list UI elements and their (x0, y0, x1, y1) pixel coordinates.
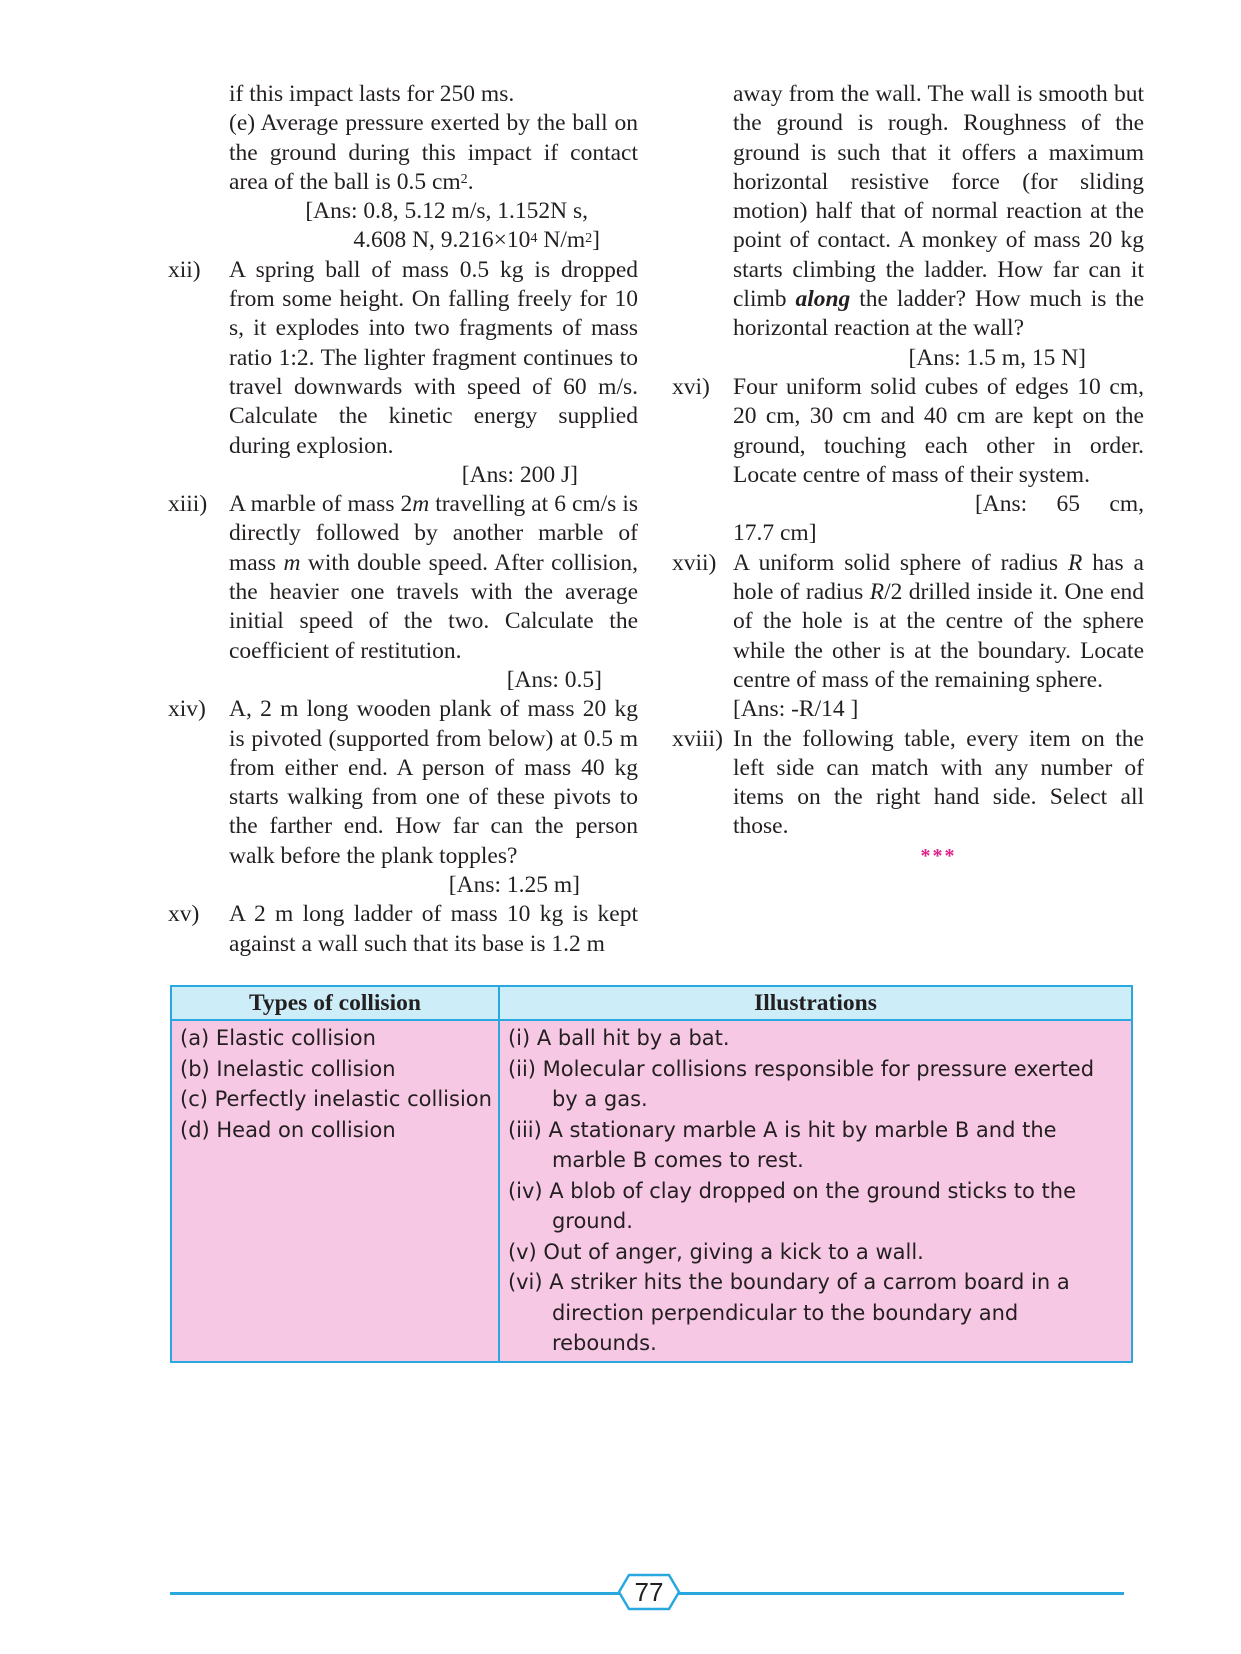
answer-line: [Ans: 65 cm, (974, 491, 1144, 518)
illustrations-cell (499, 1020, 1132, 1362)
list-item: (iii) A stationary marble A is hit by marble B and the marble B comes to rest. (507, 1117, 1057, 1172)
question-number: xii) (168, 256, 201, 283)
question-xvi (672, 373, 1144, 490)
question-xviii (672, 725, 1144, 842)
answer-line: [Ans: -R/14 ] (733, 696, 859, 723)
question-xii (168, 256, 638, 461)
answer-line: [Ans: 0.5] (506, 666, 602, 693)
collision-matching-table (170, 985, 1133, 1363)
table-header-row (171, 986, 1132, 1020)
right-column (672, 80, 1144, 871)
question-text: Four uniform solid cubes of edges 10 cm, 20 cm, 30 cm and 40 cm are kept on the ground, touching each other in order. Locate centre of mass of their system. (733, 373, 1144, 488)
question-number: xvi) (672, 373, 710, 400)
question-text: A 2 m long ladder of mass 10 kg is kept against a wall such that its base is 1.2 m (229, 901, 638, 957)
table-header-illustrations: Illustrations (499, 986, 1132, 1020)
question-number: xvii) (672, 549, 717, 576)
list-item: (vi) A striker hits the boundary of a carrom board in a direction perpendicular to the boundary and rebounds. (507, 1270, 1070, 1355)
list-item: (i) A ball hit by a bat. (507, 1026, 730, 1050)
answer-line: [Ans: 0.8, 5.12 m/s, 1.152N s, (305, 198, 588, 225)
list-item: (d) Head on collision (180, 1117, 396, 1142)
page-number: 77 (634, 1577, 664, 1607)
question-part-e: (e) Average pressure exerted by the ball on the ground during this impact if contact area of the ball is 0.5 $cm^2$. (229, 110, 638, 195)
answer-line: 4.608 N, $9.216\times 10^4$ $N/m^2$] (353, 227, 600, 254)
list-item: (c) Perfectly inelastic collision (180, 1087, 492, 1111)
list-item: (ii) Molecular collisions responsible for pressure exerted by a gas. (507, 1056, 1095, 1111)
question-number: xv) (168, 901, 200, 928)
question-xv (168, 900, 638, 959)
question-xiii (168, 490, 638, 666)
question-xiv (168, 695, 638, 871)
answer-line: [Ans: 200 J] (461, 461, 578, 488)
question-number: xiii) (168, 491, 208, 518)
question-text: In the following table, every item on the left side can match with any number of items on the right hand side. Select all those. (733, 725, 1144, 840)
types-cell (171, 1020, 499, 1362)
question-text: A, 2 m long wooden plank of mass 20 kg is pivoted (supported from below) at 0.5 m from either end. A person of mass 40 kg starts walking from one of these pivots to the farther end. How far can the person walk before the plank topples? (229, 696, 638, 869)
left-column (168, 80, 638, 959)
answer-line: 17.7 cm] (733, 520, 817, 547)
section-end-stars: *** (920, 844, 957, 867)
list-item: (iv) A blob of clay dropped on the ground sticks to the ground. (507, 1178, 1077, 1233)
list-item: (b) Inelastic collision (180, 1056, 396, 1081)
question-text: A uniform solid sphere of radius R has a hole of radius R/2 drilled inside it. One end of the hole is at the centre of the sphere while the other is at the boundary. Locate centre of mass of the remaining sphere. (733, 549, 1144, 693)
question-fragment: if this impact lasts for 250 ms. (229, 81, 515, 107)
table-header-types: Types of collision (171, 986, 499, 1020)
list-item: (v) Out of anger, giving a kick to a wall. (507, 1239, 924, 1264)
question-number: xviii) (672, 725, 723, 752)
question-number: xiv) (168, 696, 206, 723)
question-xv-continued: away from the wall. The wall is smooth but the ground is rough. Roughness of the ground is such that it offers a maximum horizontal resistive force (for sliding motion) half that of normal reaction at the point of contact. A monkey of mass 20 kg starts climbing the ladder. How far can it climb along the ladder? How much is the horizontal reaction at the wall? (733, 81, 1144, 342)
answer-line: [Ans: 1.5 m, 15 N] (908, 344, 1086, 371)
question-text: A marble of mass 2m travelling at 6 cm/s is directly followed by another marble of mass m with double speed. After collision, the heavier one travels with the average initial speed of the two. Calculate the coefficient of restitution. (229, 491, 638, 664)
page-number-badge (617, 1573, 681, 1611)
table-row (171, 1020, 1132, 1362)
answer-line: [Ans: 1.25 m] (448, 872, 580, 899)
list-item: (a) Elastic collision (180, 1026, 376, 1050)
question-xvii (672, 549, 1144, 695)
question-text: A spring ball of mass 0.5 kg is dropped from some height. On falling freely for 10 s, it explodes into two fragments of mass ratio 1:2. The lighter fragment continues to travel downwards with speed of 60 m/s. Calculate the kinetic energy supplied during explosion. (229, 256, 638, 459)
